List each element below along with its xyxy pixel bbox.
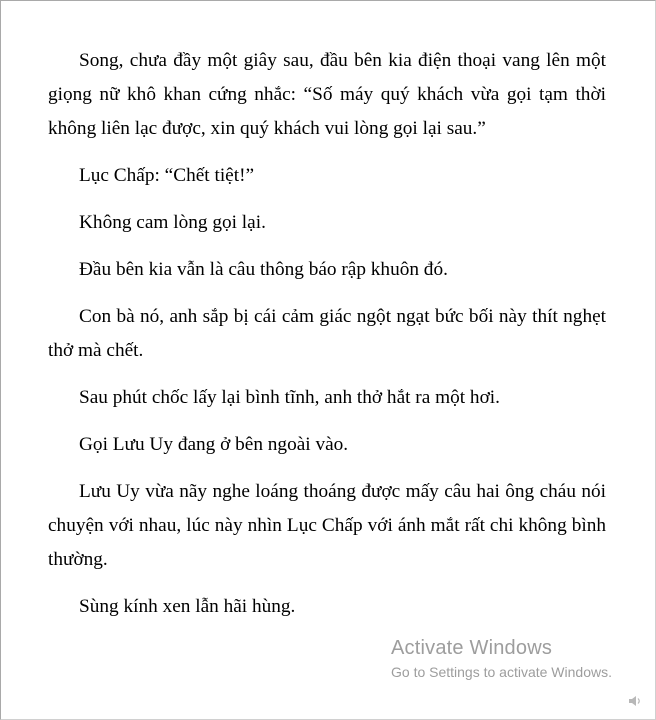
paragraph-7: Gọi Lưu Uy đang ở bên ngoài vào. [79,434,349,455]
activation-watermark [391,634,612,682]
paragraph-9: Sùng kính xen lẫn hãi hùng. [79,596,296,617]
paragraph-2: Lục Chấp: “Chết tiệt!” [79,165,255,186]
paragraph-8: Lưu Uy vừa nãy nghe loáng thoáng được mấy câu hai ông cháu nói chuyện với nhau, lúc này nhìn Lục Chấp với ánh mắt rất chi không bình thường. [48,481,606,570]
speaker-icon[interactable] [628,694,642,706]
paragraph-6: Sau phút chốc lấy lại bình tĩnh, anh thở hắt ra một hơi. [79,387,500,408]
paragraph-4: Đầu bên kia vẫn là câu thông báo rập khuôn đó. [79,259,448,280]
document-page [48,44,606,637]
paragraph-3: Không cam lòng gọi lại. [79,212,266,233]
watermark-subtitle: Go to Settings to activate Windows. [391,664,612,680]
paragraph-1: Song, chưa đầy một giây sau, đầu bên kia điện thoại vang lên một giọng nữ khô khan cứng nhắc: “Số máy quý khách vừa gọi tạm thời không liên lạc được, xin quý khách vui lòng gọi lại sau.” [48,50,606,139]
paragraph-5: Con bà nó, anh sắp bị cái cảm giác ngột ngạt bức bối này thít nghẹt thở mà chết. [48,306,606,361]
watermark-title: Activate Windows [391,637,553,659]
